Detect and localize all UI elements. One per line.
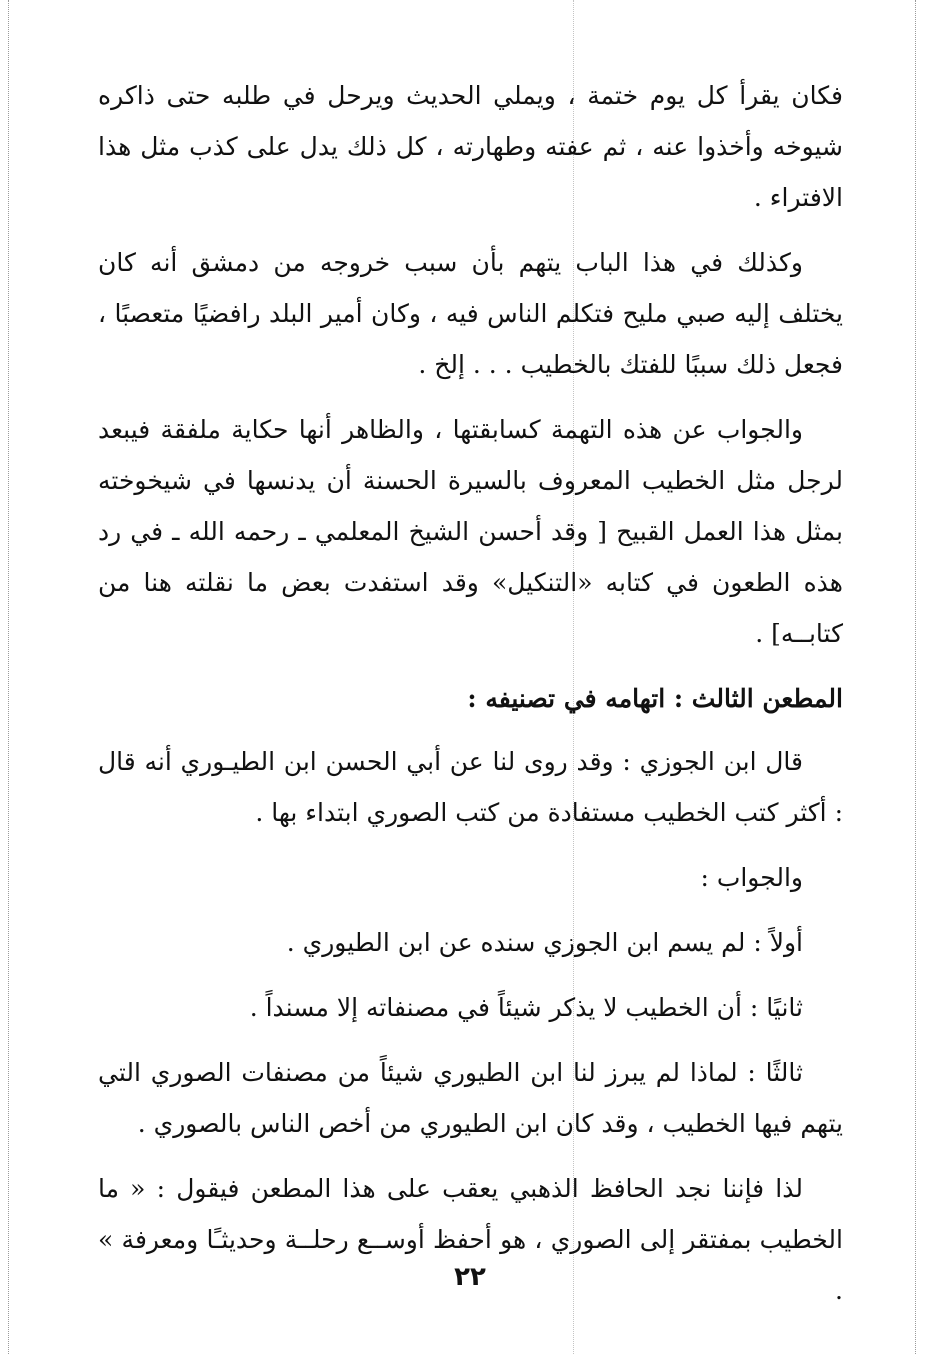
page-body [98,70,843,1330]
paragraph-1: فكان يقرأ كل يوم ختمة ، ويملي الحديث ويرحل في طلبه حتى ذاكره شيوخه وأخذوا عنه ، ثم عفته وطهارته ، كل ذلك يدل على كذب مثل هذا الافتراء . [98,81,843,212]
scan-guide-left [8,0,9,1354]
paragraph-3: والجواب عن هذه التهمة كسابقتها ، والظاهر أنها حكاية ملفقة فيبعد لرجل مثل الخطيب المعروف بالسيرة الحسنة أن يدنسها في شيخوخته بمثل هذا العمل القبيح [ وقد أحسن الشيخ المعلمي ـ رحمه الله ـ في رد هذه الطعون في كتابه «التنكيل» وقد استفدت بعض ما نقلته هنا من كتابــه] . [98,415,843,648]
paragraph-answer: والجواب : [700,863,803,892]
section-heading: المطعن الثالث : اتهامه في تصنيفه : [467,684,843,713]
page-number: ٢٢ [454,1262,486,1292]
paragraph-2: وكذلك في هذا الباب يتهم بأن سبب خروجه من دمشق أنه كان يختلف إليه صبي مليح فتكلم الناس فيه ، وكان أمير البلد رافضيًا متعصبًا ، فجعل ذلك سببًا للفتك بالخطيب . . . إلخ . [98,248,843,379]
paragraph-third: ثالثًا : لماذا لم يبرز لنا ابن الطيوري شيئاً من مصنفات الصوري التي يتهم فيها الخطيب ، وقد كان ابن الطيوري من أخص الناس بالصوري . [98,1058,843,1138]
paragraph-first: أولاً : لم يسم ابن الجوزي سنده عن ابن الطيوري . [286,928,803,957]
paragraph-9: لذا فإننا نجد الحافظ الذهبي يعقب على هذا المطعن فيقول : « ما الخطيب بمفتقر إلى الصوري ، هو أحفظ أوســع رحلــة وحديثـًا ومعرفة » . [98,1174,843,1305]
paragraph-second: ثانيًا : أن الخطيب لا يذكر شيئاً في مصنفاته إلا مسنداً . [249,993,803,1022]
scan-guide-right [915,0,916,1354]
paragraph-4: قال ابن الجوزي : وقد روى لنا عن أبي الحسن ابن الطيـوري أنه قال : أكثر كتب الخطيب مستفادة من كتب الصوري ابتداء بها . [98,747,843,827]
